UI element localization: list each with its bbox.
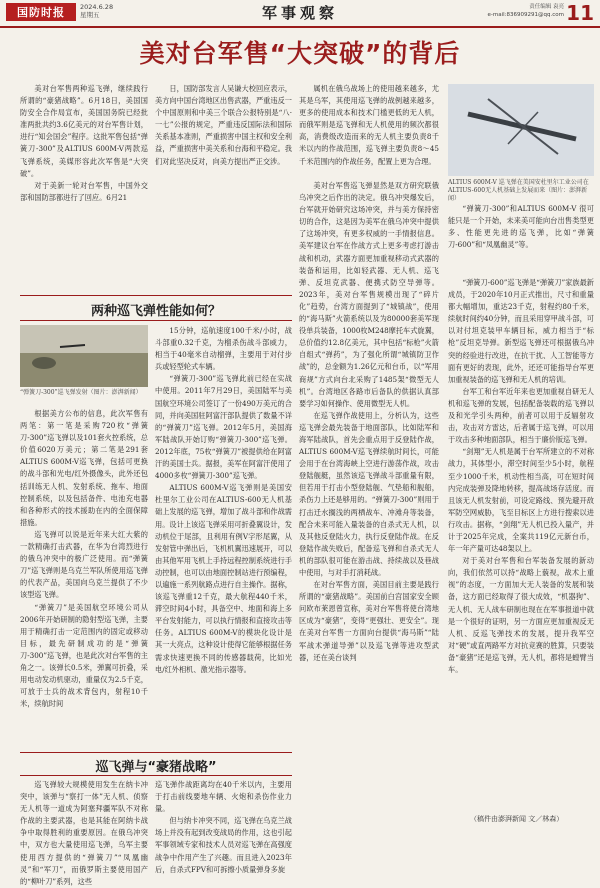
subhead2-rule-bottom [20,775,292,776]
switchblade-image [20,325,148,387]
col4-top [448,203,594,275]
col2-mid-paragraph-1: 15分钟，巡航速度100千米/小时，战斗部重0.32千克，为榴杀伤战斗部威力，相当于40毫米自动榴弹，主要用于对付步兵或轻型轮式车辆。 [155,326,292,372]
subhead1-rule-bottom [20,320,292,321]
col3-mid [299,180,439,826]
subhead2-rule-top [20,752,292,753]
col4-mid-paragraph-4: 对于美对台军售和台军装备发展的新动向，我们依然可以持“战略上藐视，战术上重视”的态度，一方面加大无人装备的发展和装备，这方面已经取得了很大成效，“机器狗”、无人机、无人战车研制也现在在军事报道中就是一个很好的证明，另一方面应更加重视反无人机、反巡飞弹技术的发展，提升我军空对“硬”或直两路军方对抗竞赛的胜算，只要装备“豪猪”还是巡飞弹，无人机，都将是螳臂当车。 [448,556,594,674]
col1-mid [20,408,148,750]
editor-email: e-mail:836909291@qq.com [487,12,564,18]
col4-mid-paragraph-2: 台军工和台军近年来也更加重视自研无人机和巡飞弹的发展，包括配备装载的巡飞弹以及和光学引头两种，前者可以用于反辐射攻击，攻击对方雷达，后者属于巡飞弹，可以用于攻击多种地面部队，相当于廉价版巡飞弹。 [448,386,594,445]
editor-info [488,3,564,19]
col3-mid-paragraph-3: 在对台军售方面，美国目前主要是践行所谓的“豪猪战略”。美国前白宫国家安全顾问欧布莱恩曾宣称，美对台军售将使台湾地区成为“豪猪”，变得“更强壮、更安全”。现在美对台军售一方面向台提供“海马斯”“陆军战术弹道导弹”以及巡飞弹等进攻型武器，还在美台谈判 [299,580,439,662]
article-credit: （稿件由澎湃新闻 文／林森） [470,815,564,823]
col3-top [299,83,439,179]
col1-mid-paragraph-3: “弹簧刀”是美国航空环境公司从2006年开始研制的隐射型巡飞弹，主要用于精确打击一定范围内的固定或移动目标，最先研制成功的是“弹簧刀-300”巡飞弹，也是此次对台军售的主角之一。该弹长0.5米，弹翼可折叠，采用电动发动机驱动，重量仅为2.5千克，可放于士兵的战术背包内，射程10千米，续航时间 [20,602,148,709]
subhead-porcupine: 巡飞弹与“豪猪战略” [95,760,217,775]
weekday-text: 星期五 [80,11,100,19]
intro-paragraph-2: 对于美新一轮对台军售，中国外交部和国防部都进行了回应。6月21 [20,180,148,202]
col4-mid [448,277,594,811]
col3-mid-paragraph-1: 美对台军售巡飞弹显然是双方研究联俄乌冲突之后作出的决定。俄乌冲突爆发后，台军就开始研究这场冲突，并与美方保持密切的合作，这是因为美军在俄乌冲突中提供了这场冲突，有更多权威的一手情报信息。美军建议台军在作战方式上更多考虑打游击战和机动，武器方面更加重视移动式武器的装备和运用，比如轻武器、无人机、巡飞弹、反坦克武器、便携式防空导弹等。2023年，美对台军售规模出现了“碎片化”趋势，台湾方面提到了“城镇战”，使用的“海马斯”火箭系统以及为80000套美军现役单兵装备，1000枚M248摩托车式旋翼，总价值约12.8亿美元，其中包括“标枪”火箭自组式“弹药”，为了强化所谓“城镇防卫作战”的，总金额为1.26亿元和台币，以“军用商规”方式向台北采购了1485架“微型无人机”。台湾地区各路市后备队的供据认真部要学习如何操作、使用微型无人机。 [299,181,439,408]
col4-mid-paragraph-3: “剑翔”无人机是属于台军所建立的不对称战力，其体型小，滞空时间至少5小时，航程至少1000千米，机动性相当高，可在短时间内完成装弹及降地转移，提高战场存活度。而且该无人机发射前，可设定路线、预先避开敌军防空网威胁，飞至目标区上方进行搜索以进行攻击。据称，“剑翔”无人机已投入量产，并计于2025年完成，全案共119亿元新台币，年一年产量可达48架以上。 [448,447,594,554]
intro-column [20,83,148,293]
col2-bottom [155,779,292,874]
masthead-logo: 国防时报 [6,3,76,21]
col2-top [155,83,292,263]
col1-mid-paragraph-1: 根据美方公布的信息，此次军售有两笔：第一笔是采购720枚“弹簧刀-300”巡飞弹以及101套火控系统，总价值6020万美元；第二笔是291套ALTIUS 600M-V巡飞弹，包括可更换的战斗部和光电/红外摄像头，此外还包括训练无人机、发射系统、拖车、地面控制系统，以及包括备件、电池充电器和各种形式的技术援助在内的全面保障措施。 [20,409,148,527]
col3-top-paragraph: 属机在俄乌战场上的使用越来越多，尤其是乌军，其使用巡飞弹的战例越来越多，更多的使用成本和技术门槛更低的无人机，而俄军则是巡飞弹和无人机使用的频次都很高，消费级改造而来的无人机主要负责8千米以内的作战范围，巡飞弹主要负责8～45千米范围内的作战任务，配置上更为合理。 [299,84,439,166]
intro-paragraph-1: 美对台军售两种巡飞弹，继续践行所谓的“豪猪战略”。6月18日，美国国防安全合作局宣布，美国国务院已经批准两批共约3.6亿美元的对台军售计划，进行“知会国会”程序。这批军售包括“弹簧刀-300”及ALTIUS 600M-V两款巡飞弹系统，美媒形容此次军售是“大突破”。 [20,84,148,178]
page-number: 11 [566,1,594,25]
switchblade-photo [20,325,148,387]
subhead-performance: 两种巡飞弹性能如何？ [90,304,221,319]
page-header [0,0,600,28]
col2-mid [155,325,292,750]
altius-photo-caption: ALTIUS 600M-V 巡飞弹在美国安杜里尔工业公司在ALTIUS-600无人机基础上发展而来（图片：澎湃新闻） [448,179,589,202]
col2-bottom-paragraph-2: 但与纳卡冲突不同，巡飞弹在乌克兰战场上并没有起到改变战局的作用，这也引起军事领域专家和技术人员对巡飞弹在高强度战争中作用产生了兴趣。而且进入2023年后，自杀式FPV和可拆擦小质量弹身多旋 [155,816,292,874]
col2-top-paragraph: 日，国防部发言人吴谦大校回应表示，美方向中国台湾地区出售武器，严重违反一个中国原则和中美三个联合公报特别是“八·一七”公报的规定，严重违反国际法和国际关系基本准则，严重损害中国主权和安全利益，严重损害中美关系和台海和平稳定。我们对此坚决反对，向美方提出严正交涉。 [155,84,292,166]
altius-photo [448,84,594,176]
headline: 美对台军售“大突破”的背后 [139,39,461,68]
col1-bottom [20,779,148,886]
col3-mid-paragraph-2: 在巡飞弹作战使用上，分析认为，这些巡飞弹会最先装备于地面部队，比如陆军和海军陆战队，首先会重点用于反登陆作战，ALTIUS 600M-V巡飞弹续航时间长，可能会用于在台湾海峡上空进行游荡作战，攻击登陆舰艇，虽然该巡飞弹战斗部重量有限，但若用于打击小型登陆舰、气垫船和舰船，杀伤力上还是够用的。“弹簧刀-300”则用于打击迁水搁浅的两栖战车、冲滩舟等装备，配合未来可能入量装备的自杀式无人机，以及其他反登陆火力，执行反登陆作战。在反登陆作战失败后，配备巡飞弹和自杀式无人机的部队很可能在游击战、持续战以及巷战中使用，与对手打消耗战。 [299,410,439,577]
subhead1-rule-top [20,295,292,296]
col1-mid-paragraph-2: 巡飞弹可以说是近年来大红大紫的一款精确打击武器，在华为台湾烈进行的俄乌冲突中的极广泛使用。而“弹簧刀”巡飞弹则是乌克兰军队所使用巡飞弹的代表产品，美国向乌克兰提供了不少该型巡飞弹。 [20,529,148,600]
col2-mid-paragraph-3: ALTIUS 600M-V巡飞弹则是美国安杜里尔工业公司在ALTIUS-600无人机基础上发展的巡飞弹，增加了战斗部和作战需用。设计上该巡飞弹采用可折叠翼设计，发动机位于尾部，且利用有例V字形尾翼，从发射管中弹出后，飞机机翼迅速展开，可以由其他军用飞机上手持远程控制系统进行手动控制，也可以由地面控制站进行预编程，以遍施一系列航路点进行自主操作。据称，该巡飞弹重12千克，最大航程440千米，滞空时间4小时，具备空中、地面和海上多平台发射能力，可以执行情报和直接攻击等任务。ALTIUS 600M-V的模块化设计是其一大亮点，这种设计使得它能够根据任务需求快速更换不同的传感器载荷，比如光电/红外相机、激光指示器等。 [155,483,292,674]
col4-top-paragraph: “弹簧刀-300”和ALTIUS 600M-V 很可能只是一个开始，未来美可能向台出售类型更多、性能更先进的巡飞弹，比如“弹簧刀-600”和“凤凰幽灵”等。 [448,204,594,250]
col4-mid-paragraph-1: “弹簧刀-600”巡飞弹是“弹簧刀”家族最新成员，于2020年10月正式推出，尺寸和重量都大幅增加，重达23千克，射程约80千米，续航时间约40分钟，而且采用穿甲战斗部，可以对付坦克装甲车辆目标，威力相当于“标枪”反坦克导弹。新型巡飞弹还可根据俄乌冲突的经验进行改进，在抗干扰、人工智能等方面有更好的表现，此外，还还可能指导台军更加重视装备的巡飞弹和无人机的培训。 [448,278,594,384]
col2-mid-paragraph-2: “弹簧刀-300”巡飞弹此前已经在实战中使用。2011年7月29日，美国陆军与美国航空环境公司签订了一份490万美元的合同，并向美国驻阿富汗部队提供了数量不详的“弹簧刀”巡飞弹。2012年5月，美国海军陆战队开始订购“弹簧刀-300”巡飞弹。2012年底，75枚“弹簧刀”被提供给在阿富汗的美国士兵。据报，美军在阿富汗使用了4000多枚“弹簧刀-300”巡飞弹。 [155,374,292,481]
switchblade-photo-caption: “弹簧刀-300”巡飞弹发射（图片：澎湃新闻） [20,389,142,396]
col2-bottom-paragraph-1: 巡飞弹作战距离均在40千米以内，主要用于打击前线要地车辆、火炮和杀伤作业力量。 [155,780,292,814]
date-text: 2024.6.28 [80,3,114,11]
col1-bottom-paragraph: 巡飞弹较大规模使用发生在纳卡冲突中，该弹与“察打一体”无人机、侦察无人机等一道成为阿塞拜疆军队不对称作战的主要武器，也是其能在阿纳卡战争中取得胜利的重要原因。在俄乌冲突中，双方也大量使用巡飞弹，乌军主要使用西方提供的“弹簧刀”“凤凰幽灵”和“军刀”，而俄罗斯主要使用国产的“柳叶刀”系列，这些 [20,780,148,886]
section-title: 军事观察 [261,4,338,22]
drone-image [448,84,594,176]
editor-name: 责任编辑 袁亮 [529,4,564,10]
